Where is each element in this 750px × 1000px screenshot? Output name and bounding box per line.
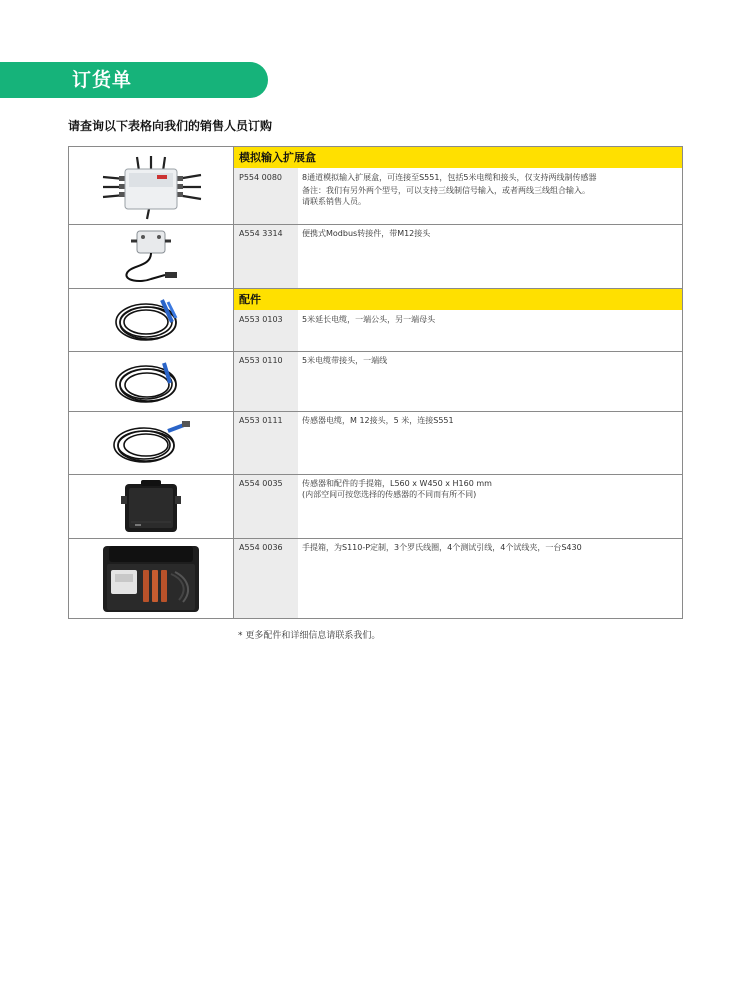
product-code: A553 0110 — [239, 356, 283, 365]
table-row — [69, 352, 682, 412]
product-code: A553 0111 — [239, 416, 283, 425]
case-kit-image — [69, 539, 234, 618]
product-code: A554 0035 — [239, 479, 283, 488]
carrying-case-image — [69, 475, 234, 538]
table-row — [69, 475, 682, 539]
product-code: P554 0080 — [239, 173, 282, 182]
product-description: 8通道模拟输入扩展盒，可连接至S551，包括5米电缆和接头，仅支持两线制传感器 备注：我们有另外两个型号，可以支持三线制信号输入，或者两线三线组合输入。 请联系销售人员。 — [302, 173, 597, 206]
product-description: 传感器和配件的手提箱，L560 x W450 x H160 mm (内部空间可按您选择的传感器的不同而有所不同) — [302, 479, 492, 499]
extension-cable-image — [69, 289, 234, 351]
section-header-analog: 模拟输入扩展盒 — [234, 147, 682, 168]
table-row — [69, 225, 682, 289]
table-row — [69, 289, 682, 352]
page-title: 订货单 — [72, 69, 133, 91]
product-description: 便携式Modbus转接件，带M12接头 — [302, 229, 431, 238]
subtitle: 请查询以下表格向我们的销售人员订购 — [68, 119, 273, 133]
header-banner — [0, 62, 268, 98]
table-row — [69, 539, 682, 618]
product-code: A554 0036 — [239, 543, 283, 552]
product-code: A553 0103 — [239, 315, 283, 324]
expansion-box-image — [69, 147, 234, 224]
product-description: 5米电缆带接头，一端线 — [302, 356, 388, 365]
sensor-cable-image — [69, 412, 234, 474]
modbus-adapter-image — [69, 225, 234, 288]
table-row — [69, 147, 682, 225]
section-header-accessories: 配件 — [234, 289, 682, 310]
product-description: 5米延长电缆，一端公头，另一端母头 — [302, 315, 436, 324]
product-description: 手提箱，为S110-P定制，3个罗氏线圈，4个测试引线，4个试线夹，一台S430 — [302, 543, 582, 552]
order-table — [68, 146, 683, 619]
footnote: * 更多配件和详细信息请联系我们。 — [238, 631, 381, 641]
product-code: A554 3314 — [239, 229, 283, 238]
table-row — [69, 412, 682, 475]
cable-with-connector-image — [69, 352, 234, 411]
product-description: 传感器电缆，M 12接头，5 米，连接S551 — [302, 416, 454, 425]
